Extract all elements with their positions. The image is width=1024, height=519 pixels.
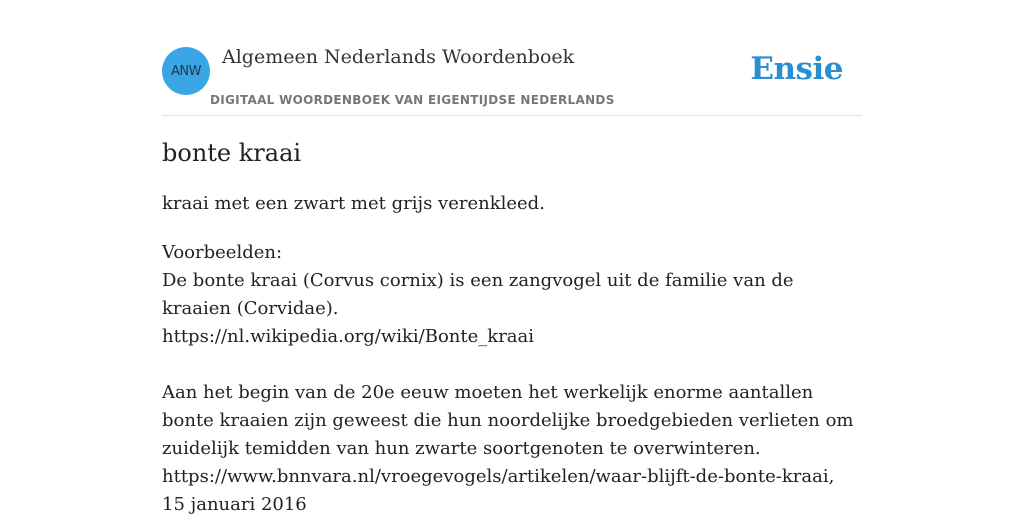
site-header xyxy=(162,0,862,116)
example-1-text: De bonte kraai (Corvus cornix) is een zangvogel uit de familie van de kraaien (Corvidae). xyxy=(162,270,794,319)
site-title[interactable]: Algemeen Nederlands Woordenboek xyxy=(222,46,575,68)
example-spacer xyxy=(162,351,862,379)
examples-section xyxy=(162,239,862,519)
entry-definition: kraai met een zwart met grijs verenkleed. xyxy=(162,193,545,214)
page-container xyxy=(162,0,862,515)
site-subtitle: DIGITAAL WOORDENBOEK VAN EIGENTIJDSE NEDERLANDS xyxy=(210,93,615,107)
anw-logo[interactable] xyxy=(162,47,210,95)
example-2-text: Aan het begin van de 20e eeuw moeten het werkelijk enorme aantallen bonte kraaien zijn geweest die hun noordelijke broedgebieden verlieten om zuidelijk temidden van hun zwarte soortgenoten te overwinteren. xyxy=(162,382,854,459)
example-1-source-link[interactable]: https://nl.wikipedia.org/wiki/Bonte_kraai xyxy=(162,326,535,347)
examples-label: Voorbeelden: xyxy=(162,242,283,263)
entry-title: bonte kraai xyxy=(162,139,302,167)
logo-text: ANW xyxy=(171,63,201,79)
example-2-source-link[interactable]: https://www.bnnvara.nl/vroegevogels/artikelen/waar-blijft-de-bonte-kraai, 15 januari 2016 xyxy=(162,466,835,515)
ensie-brand-link[interactable]: Ensie xyxy=(750,51,843,87)
